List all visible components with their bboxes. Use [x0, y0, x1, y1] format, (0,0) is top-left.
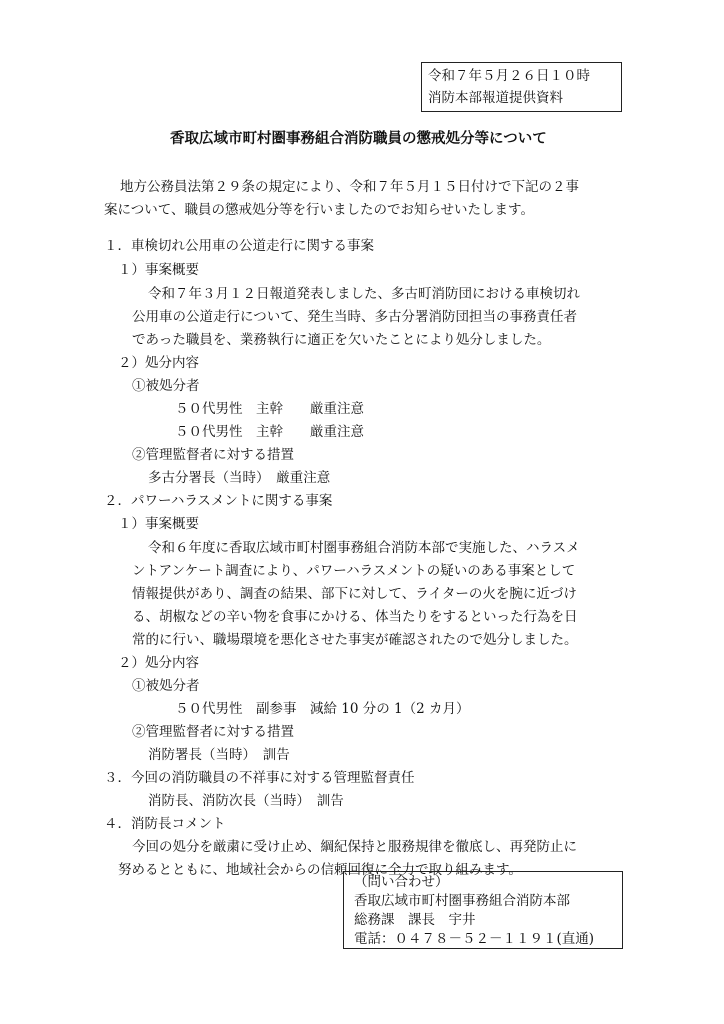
case1-supervisor-heading: ②管理監督者に対する措置: [132, 447, 294, 463]
item4-comment-line: 今回の処分を厳粛に受け止め、綱紀保持と服務規律を徹底し、再発防止に: [132, 839, 577, 855]
intro-line-2: 案について、職員の懲戒処分等を行いましたのでお知らせいたします。: [104, 202, 534, 218]
case2-subject: ５０代男性 副参事 減給 10 分の 1（2 カ月）: [175, 701, 470, 717]
case1-subject: ５０代男性 主幹 厳重注意: [175, 401, 364, 417]
case1-overview-line: であった職員を、業務執行に適正を欠いたことにより処分しました。: [132, 332, 551, 348]
case2-overview-line: 常的に行い、職場環境を悪化させた事実が確認されたので処分しました。: [132, 632, 578, 648]
item3-heading: ３．今回の消防職員の不祥事に対する管理監督責任: [104, 770, 415, 786]
contact-phone: 電話：０４７８－５２－１１９１(直通): [354, 931, 595, 947]
contact-info-box: [343, 871, 623, 949]
case2-subject-heading: ①被処分者: [132, 678, 200, 694]
case2-supervisor: 消防署長（当時） 訓告: [148, 747, 290, 763]
case2-disposition-heading: ２）処分内容: [118, 655, 199, 671]
item3-content: 消防長、消防次長（当時） 訓告: [148, 793, 344, 809]
case1-subject: ５０代男性 主幹 厳重注意: [175, 424, 364, 440]
case2-overview-heading: １）事案概要: [118, 516, 199, 532]
release-info-box: [421, 62, 622, 112]
contact-heading: （問い合わせ）: [354, 874, 449, 890]
intro-line-1: 地方公務員法第２９条の規定により、令和７年５月１５日付けで下記の２事: [120, 179, 579, 195]
case2-overview-line: る、胡椒などの辛い物を食事にかける、体当たりをするといった行為を日: [132, 609, 578, 625]
document-title: 香取広域市町村圏事務組合消防職員の懲戒処分等について: [170, 130, 547, 147]
item4-heading: ４．消防長コメント: [104, 816, 226, 832]
release-source: 消防本部報道提供資料: [428, 90, 563, 106]
case2-overview-line: 令和６年度に香取広域市町村圏事務組合消防本部で実施した、ハラスメ: [148, 540, 580, 556]
case2-overview-line: 情報提供があり、調査の結果、部下に対して、ライターの火を腕に近づけ: [132, 586, 577, 602]
case1-overview-heading: １）事案概要: [118, 262, 199, 278]
case1-disposition-heading: ２）処分内容: [118, 355, 199, 371]
contact-organization: 香取広域市町村圏事務組合消防本部: [354, 893, 570, 909]
case1-overview-line: 公用車の公道走行について、発生当時、多古分署消防団担当の事務責任者: [132, 309, 577, 325]
case2-supervisor-heading: ②管理監督者に対する措置: [132, 724, 294, 740]
contact-department: 総務課 課長 宇井: [354, 912, 476, 928]
release-date: 令和７年５月２６日１０時: [428, 68, 590, 84]
case1-subject-heading: ①被処分者: [132, 378, 200, 394]
case2-overview-line: ントアンケート調査により、パワーハラスメントの疑いのある事案として: [132, 563, 576, 579]
case1-supervisor: 多古分署長（当時） 厳重注意: [148, 470, 331, 486]
case2-heading: ２．パワーハラスメントに関する事案: [104, 493, 333, 509]
case1-overview-line: 令和７年３月１２日報道発表しました、多古町消防団における車検切れ: [148, 286, 580, 302]
item4-comment-line: 努めるとともに、地域社会からの信頼回復に全力で取り組みます。: [118, 862, 522, 878]
case1-heading: １．車検切れ公用車の公道走行に関する事案: [104, 238, 374, 254]
